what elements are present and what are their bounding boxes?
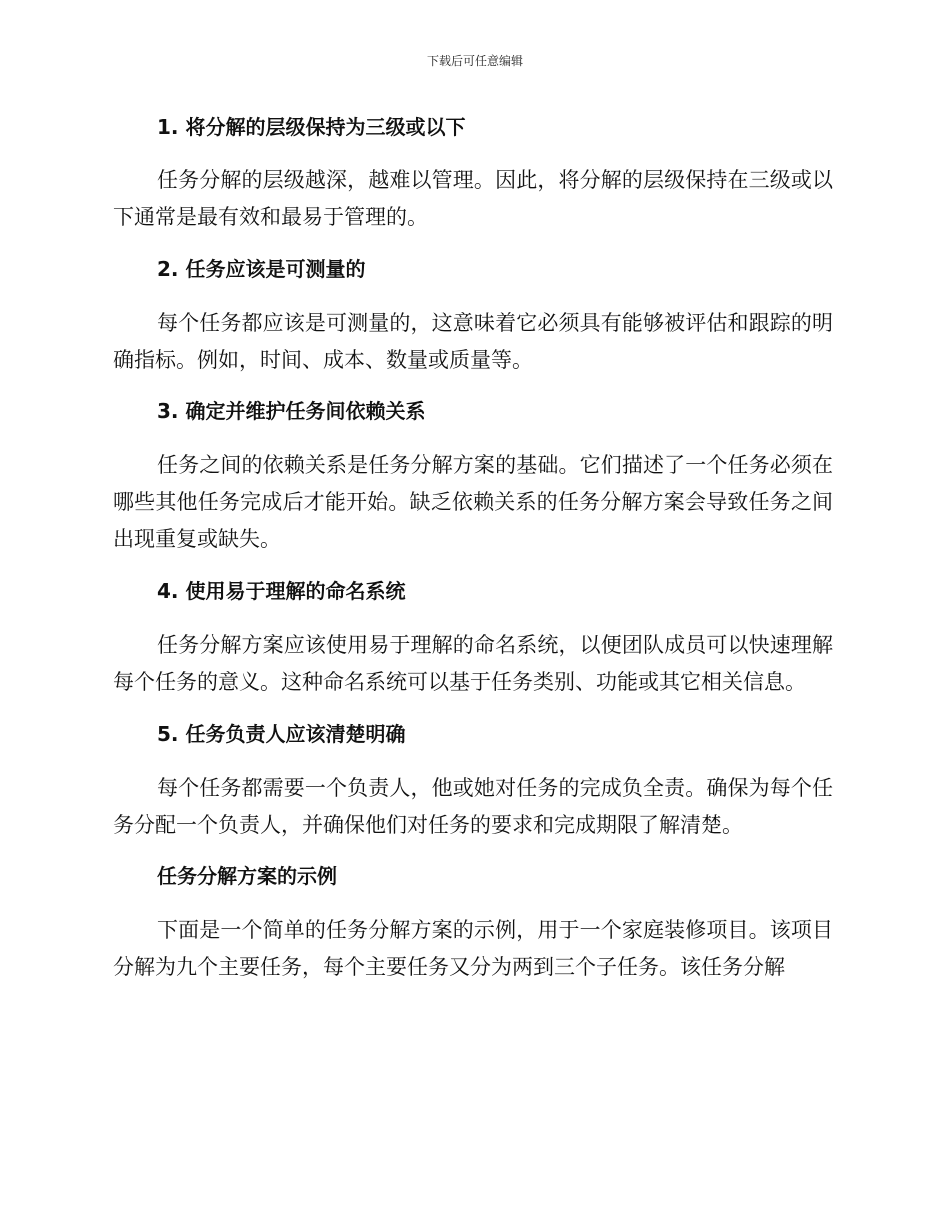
section-heading-2: 2. 任务应该是可测量的 [157,257,366,281]
section-paragraph-5: 每个任务都需要一个负责人，他或她对任务的完成负全责。确保为每个任务分配一个负责人，并确保他们对任务的要求和完成期限了解清楚。 [113,776,833,837]
page-header: 下载后可任意编辑 [426,54,523,68]
section-paragraph-4: 任务分解方案应该使用易于理解的命名系统，以便团队成员可以快速理解每个任务的意义。这种命名系统可以基于任务类别、功能或其它相关信息。 [113,633,833,694]
section-heading-3: 3. 确定并维护任务间依赖关系 [157,399,426,423]
section-heading-1: 1. 将分解的层级保持为三级或以下 [157,115,466,139]
section-paragraph-2: 每个任务都应该是可测量的，这意味着它必须具有能够被评估和跟踪的明确指标。例如，时间、成本、数量或质量等。 [113,311,833,372]
example-section-paragraph: 下面是一个简单的任务分解方案的示例，用于一个家庭装修项目。该项目分解为九个主要任务，每个主要任务又分为两到三个子任务。该任务分解 [113,918,833,979]
document-body [113,110,833,986]
section-heading-5: 5. 任务负责人应该清楚明确 [157,722,406,746]
section-paragraph-1: 任务分解的层级越深，越难以管理。因此，将分解的层级保持在三级或以下通常是最有效和最易于管理的。 [113,168,833,229]
example-section-heading: 任务分解方案的示例 [157,864,337,888]
section-heading-4: 4. 使用易于理解的命名系统 [157,579,406,603]
section-paragraph-3: 任务之间的依赖关系是任务分解方案的基础。它们描述了一个任务必须在哪些其他任务完成后才能开始。缺乏依赖关系的任务分解方案会导致任务之间出现重复或缺失。 [113,453,833,551]
